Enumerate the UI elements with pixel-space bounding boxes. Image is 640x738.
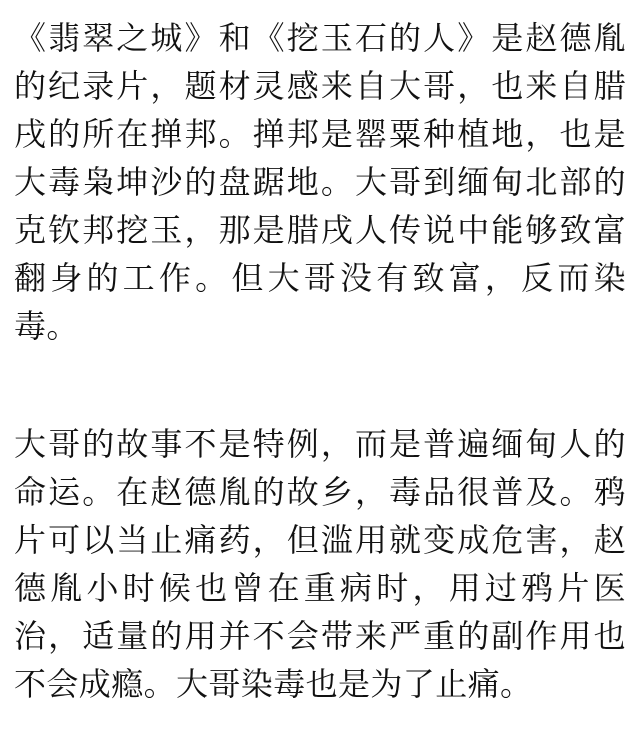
paragraph-spacer xyxy=(14,350,626,420)
article-paragraph-2: 大哥的故事不是特例，而是普遍缅甸人的命运。在赵德胤的故乡，毒品很普及。鸦片可以当止痛药，但滥用就变成危害，赵德胤小时候也曾在重病时，用过鸦片医治，适量的用并不会带来严重的副作用也不会成瘾。大哥染毒也是为了止痛。 xyxy=(14,425,626,703)
article-paragraph-1: 《翡翠之城》和《挖玉石的人》是赵德胤的纪录片，题材灵感来自大哥，也来自腊戌的所在掸邦。掸邦是罂粟种植地，也是大毒枭坤沙的盘踞地。大哥到缅甸北部的克钦邦挖玉，那是腊戌人传说中能够致富翻身的工作。但大哥没有致富，反而染毒。 xyxy=(14,19,626,345)
faint-watermark xyxy=(250,724,390,738)
article-body xyxy=(14,14,626,708)
